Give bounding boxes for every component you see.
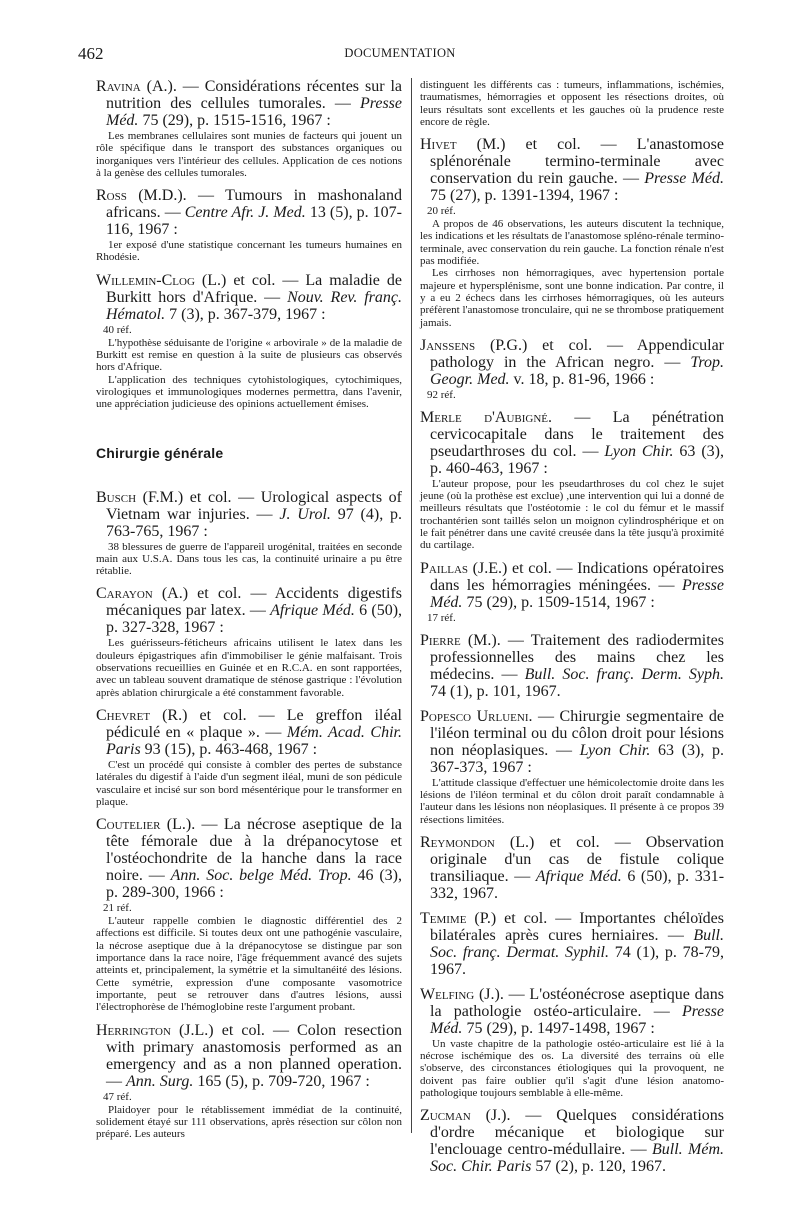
citation [96,585,402,636]
bibliography-entry [420,560,724,624]
bibliography-entry [420,632,724,700]
left-section-entries [96,489,402,1141]
publication-details: 75 (27), p. 1391-1394, 1967 : [430,187,619,205]
abstract-text: Les guérisseurs-féticheurs africains utilisent le latex dans les douleurs épigastriques afin d'immobiliser le génie malfaisant. Trois observations recueillies en Guinée et en R.C.A. en sont rapportées, avec un tableau souvent dramatique de sténose gastrique : l'évolution après ablation chirurgicale a été constamment favorable. [96,637,402,699]
article-title: et col. — La maladie de Burkitt hors d'Afrique. — [106,271,402,306]
author-name: Popesco Urlueni. [420,707,533,725]
publication-details: 75 (29), p. 1515-1516, 1967 : [138,112,331,129]
publication-details: 97 (4), p. 763-765, 1967 : [106,505,402,540]
author-name: Coutelier (L.). [96,816,196,834]
article-title: et col. — Importantes chéloïdes bilatérales après cures herniaires. — [430,909,725,944]
citation [96,707,402,758]
author-name: Ross (M.D.). [96,187,187,205]
citation [420,910,724,978]
citation [96,78,402,129]
author-name: Temime (P.) [420,909,497,927]
abstract-text: Plaidoyer pour le rétablissement immédiat de la continuité, solidement étayé sur 111 observations, après résection sur côlon non préparé. Les auteurs [96,1103,402,1141]
reference-count: 20 réf. [427,205,456,218]
author-name: Hivet (M.) [420,136,506,154]
publication-details: 6 (50), p. 327-328, 1967 : [106,602,403,637]
article-title: — Chirurgie segmentaire de l'iléon terminal ou du côlon droit pour lésions non néoplasiques. — [430,707,724,759]
publication-details: v. 18, p. 81-96, 1966 : [509,370,655,388]
publication-details: 93 (15), p. 463-468, 1967 : [140,740,318,758]
journal-name: Bull. Soc. franç. Dermat. Syphil. [430,926,724,961]
column-divider [411,78,412,1133]
article-title: et col. — Colon resection with primary anastomosis performed as an emergency and as a non planned operation. — [106,1021,402,1090]
reference-count: 17 réf. [427,611,456,624]
article-title: — Considérations récentes sur la nutrition des cellules tumorales. — [106,78,403,112]
citation [420,834,724,902]
reference-count: 47 réf. [103,1090,132,1103]
article-title: — Quelques considérations d'ordre mécanique et biologique sur l'enclouage centro-médullaire. — [430,1107,724,1159]
abstract-text: L'auteur rappelle combien le diagnostic différentiel des 2 affections est difficile. Si toutes deux ont une pathogénie vasculaire, la nécrose aseptique due à la drépanocytose se distingue par son importance dans la race noire, l'âge fréquemment avancé des sujets atteints et, principalement, la symétrie et la simultanéité des lésions. Cette symétrie, expression d'une composante vasomotrice importante, peut se retrouver dans d'autres lésions, aussi l'électrophorèse de l'hémoglobine reste l'argument probant. [96,915,402,1014]
author-name: Janssens (P.G.) [420,336,528,354]
citation [96,272,402,323]
author-name: Ravina (A.). [96,78,177,95]
abstract-text: C'est un procédé qui consiste à combler des pertes de substance latérales du digestif à l'aide d'un segment iléal, muni de son pédicule vasculaire et incisé sur son bord mésentérique pour le transformer en plaque. [96,758,402,808]
article-title: — Tumours in mashonaland africans. — [106,187,402,222]
bibliography-entry [96,187,402,264]
journal-name: Afrique Méd. [270,602,355,620]
journal-name: Presse Méd. [106,95,402,129]
bibliography-entry [420,708,724,826]
abstract-text: L'hypothèse séduisante de l'origine « arbovirale » de la maladie de Burkitt est remise en question à la suite de plusieurs cas observés hors d'Afrique. [96,336,402,374]
journal-name: Afrique Méd. [535,867,622,885]
publication-details: 165 (5), p. 709-720, 1967 : [193,1072,370,1090]
article-title: et col. — Appendicular pathology in the African negro. — [430,336,725,371]
author-name: Willemin-Clog (L.) [96,271,227,289]
author-name: Herrington (J.L.) [96,1021,214,1039]
continued-abstract [420,79,724,128]
left-top-entries [96,78,402,411]
author-name: Carayon (A.) [96,585,189,603]
right-entries [420,136,724,1175]
journal-name: Presse Méd. [430,576,724,611]
article-title: — Traitement des radiodermites professionnelles des mains chez les médecins. — [430,631,724,683]
journal-name: J. Urol. [279,505,331,523]
article-title: et col. — Observation originale d'un cas de fistule colique transiliaque. — [430,833,725,885]
citation [420,337,724,388]
article-title: — L'ostéonécrose aseptique dans la pathologie ostéo-articulaire. — [430,985,725,1020]
article-title: et col. — Indications opératoires dans les hémorragies méningées. — [430,559,724,594]
journal-name: Bull. Mém. Soc. Chir. Paris [430,1141,724,1176]
article-title: et col. — Accidents digestifs mécaniques par latex. — [106,585,402,620]
bibliography-entry [420,337,724,401]
abstract-text: 38 blessures de guerre de l'appareil urogénital, traitées en seconde main aux U.S.A. Dans tous les cas, la continuité urinaire a pu être rétablie. [96,540,402,578]
journal-name: Ann. Soc. belge Méd. Trop. [170,867,352,885]
journal-name: Nouv. Rev. franç. Hématol. [106,288,402,323]
journal-name: Ann. Surg. [126,1072,194,1090]
publication-details: 75 (29), p. 1497-1498, 1967 : [462,1019,655,1037]
author-name: Busch (F.M.) [96,488,184,506]
journal-name: Presse Méd. [430,1002,724,1037]
author-name: Paillas (J.E.) [420,559,508,577]
author-name: Merle d'Aubigné. [420,408,553,426]
author-name: Zucman (J.). [420,1107,511,1125]
journal-name: Bull. Soc. franç. Derm. Syph. [524,665,725,683]
publication-details: 74 (1), p. 78-79, 1967. [430,943,725,978]
bibliography-entry [96,707,402,808]
citation [96,489,402,540]
citation [420,409,724,477]
article-title: — La pénétration cervicocapitale dans le traitement des pseudarthroses du col. — [430,408,724,460]
citation [96,1022,402,1090]
bibliography-entry [96,489,402,578]
bibliography-entry [96,1022,402,1141]
left-column [96,78,402,1148]
publication-details: 63 (3), p. 460-463, 1967 : [430,442,725,477]
citation [96,816,402,901]
reference-count: 21 réf. [103,902,132,915]
publication-details: 7 (3), p. 367-379, 1967 : [165,305,326,323]
abstract-text: Les membranes cellulaires sont munies de facteurs qui jouent un rôle spécifique dans le transport des substances organiques ou inorganiques vers l'intérieur des cellules. Application de ces notions à la genèse des cellules tumorales. [96,130,402,179]
article-title: et col. — L'anastomose splénorénale termino-terminale avec conservation du rein gauche. — [430,136,725,188]
journal-name: Centre Afr. J. Med. [184,204,306,222]
page-number: 462 [78,44,104,63]
citation [420,632,724,700]
article-title: et col. — Urological aspects of Vietnam war injuries. — [106,488,403,523]
bibliography-entry [96,816,402,1013]
running-title: DOCUMENTATION [344,46,456,60]
abstract-text: L'application des techniques cytohistologiques, cytochimiques, virologiques et immunologiques modernes permettra, dans l'avenir, une appréciation judicieuse des opinions actuellement émises. [96,373,402,411]
publication-details: 13 (5), p. 107-116, 1967 : [106,204,403,239]
bibliography-entry [420,136,724,329]
journal-name: Trop. Geogr. Med. [430,353,724,388]
reference-count: 40 réf. [103,323,132,336]
bibliography-entry [420,834,724,902]
journal-name: Mém. Acad. Chir. Paris [106,723,402,758]
bibliography-entry [420,409,724,552]
reference-count: 92 réf. [427,388,456,401]
journal-name: Lyon Chir. [579,741,651,759]
publication-details: 63 (3), p. 367-373, 1967 : [430,741,724,776]
bibliography-entry [96,272,402,411]
author-name: Pierre (M.). [420,631,501,649]
citation [420,136,724,204]
citation [420,560,724,611]
publication-details: 75 (29), p. 1509-1514, 1967 : [462,593,655,611]
abstract-text: L'auteur propose, pour les pseudarthroses du col chez le sujet jeune (où la prothèse est exclue) ,une intervention qui lui a donné de meilleurs résultats que l'ostéotomie : le col du fémur et le massif trochantérien sont taillés selon un moignon cylindrosphérique et on le fait pénétrer dans une cavité creusée dans la tête jusqu'à proximité du cartilage. [420,477,724,552]
publication-details: 57 (2), p. 120, 1967. [531,1158,666,1176]
bibliography-entry [96,78,402,179]
citation [420,1107,724,1175]
journal-name: Lyon Chir. [604,442,674,460]
abstract-text: Les cirrhoses non hémorragiques, avec hypertension portale majeure et hypersplénisme, sont une bonne indication. Par contre, il y a eu 2 échecs dans les cirrhoses hémorragiques, où les auteurs préfèrent l'anastomose tronculaire, qui ne se thrombose pratiquement jamais. [420,267,724,329]
abstract-text: 1er exposé d'une statistique concernant les tumeurs humaines en Rhodésie. [96,239,402,264]
article-title: et col. — Le greffon iléal pédiculé en « plaque ». — [106,706,402,741]
journal-name: Presse Méd. [644,170,724,188]
article-title: — La nécrose aseptique de la tête fémorale due à la drépanocytose et l'ostéochondrite de la hanche dans la race noire. — [106,816,402,885]
bibliography-entry [420,1107,724,1175]
bibliography-entry [96,585,402,698]
author-name: Reymondon (L.) [420,833,535,851]
section-heading: Chirurgie générale [96,444,224,461]
author-name: Welfing (J.). [420,985,504,1003]
abstract-text: A propos de 46 observations, les auteurs discutent la technique, les indications et les résultats de l'anastomose spléno-rénale termino-terminale, avec conservation du rein gauche. La fonction rénale n'est pas modifiée. [420,218,724,268]
publication-details: 6 (50), p. 331-332, 1967. [430,867,725,902]
bibliography-entry [420,910,724,978]
abstract-text: distinguent les différents cas : tumeurs, inflammations, ischémies, traumatismes, hémorragies et opposent les résections droites, où leurs résultats sont excellents et les gauches où la prudence reste encore de règle. [420,79,724,128]
bibliography-entry [420,986,724,1099]
abstract-text: L'attitude classique d'effectuer une hémicolectomie droite dans les lésions de l'iléon terminal et du côlon droit paraît condamnable à l'auteur dans les lésions non néoplasiques. Il présente à ce propos 39 résections limitées. [420,776,724,826]
citation [96,187,402,238]
publication-details: 74 (1), p. 101, 1967. [430,682,561,700]
citation [420,708,724,776]
right-column [420,78,724,1183]
publication-details: 46 (3), p. 289-300, 1966 : [106,867,402,902]
author-name: Chevret (R.) [96,706,188,724]
citation [420,986,724,1037]
abstract-text: Un vaste chapitre de la pathologie ostéo-articulaire est lié à la nécrose ischémique des os. La diversité des terrains où elle s'observe, des circonstances étiologiques qui la provoquent, ne doivent pas faire oublier qu'il s'agit d'une lésion anatomo-pathologique toujours semblable à elle-même. [420,1037,724,1100]
